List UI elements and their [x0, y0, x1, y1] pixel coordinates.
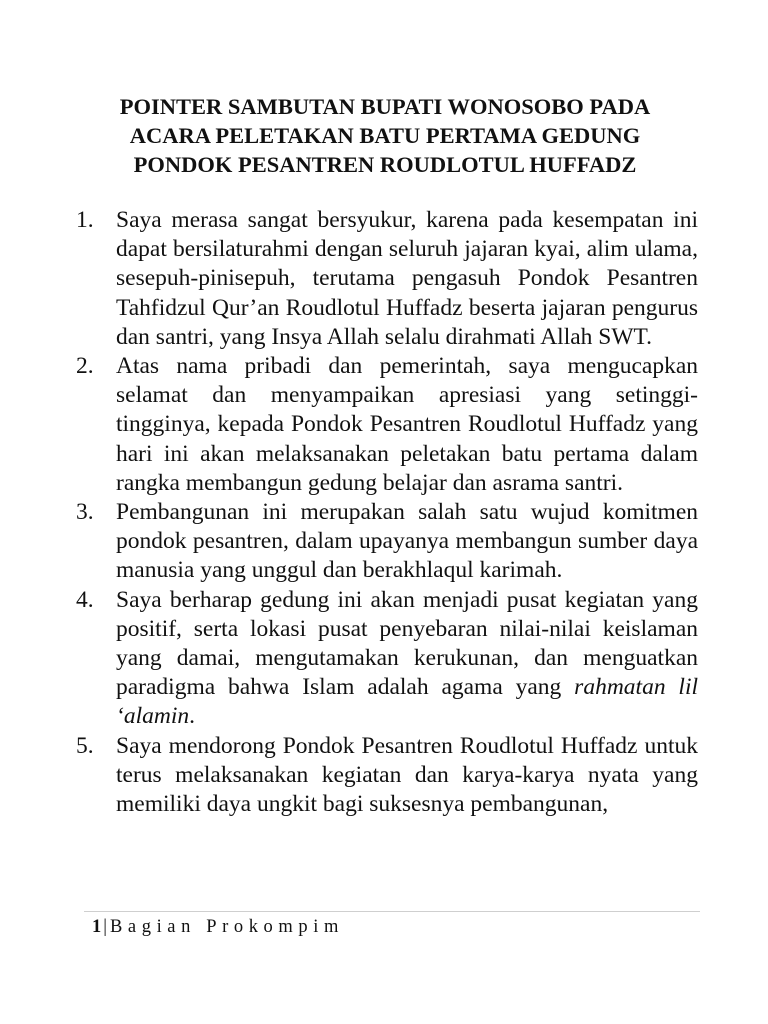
item-suffix: .	[189, 703, 195, 730]
item-number: 5.	[76, 732, 94, 759]
list-item	[76, 586, 698, 732]
item-text: Pembangunan ini merupakan salah satu wujud komitmen pondok pesantren, dalam upayanya membangun sumber daya manusia yang unggul dan berakhlaqul karimah.	[116, 499, 698, 584]
speech-points-list	[76, 206, 698, 819]
page-number: 1	[92, 917, 102, 937]
list-item	[76, 498, 698, 586]
item-text: Saya mendorong Pondok Pesantren Roudlotul Huffadz untuk terus melaksanakan kegiatan dan karya-karya nyata yang memiliki daya ungkit bagi suksesnya pembangunan,	[116, 732, 698, 818]
document-title	[60, 92, 710, 179]
item-text: Atas nama pribadi dan pemerintah, saya mengucapkan selamat dan menyampaikan apresiasi yang setinggi-tingginya, kepada Pondok Pesantren Roudlotul Huffadz yang hari ini akan melaksanakan peletakan batu pertama dalam rangka membangun gedung belajar dan asrama santri.	[116, 353, 698, 496]
item-italic-phrase: rahmatan lil ‘alamin	[116, 674, 699, 730]
item-text: Saya berharap gedung ini akan menjadi pusat kegiatan yang positif, serta lokasi pusat penyebaran nilai-nilai keislaman yang damai, mengutamakan kerukunan, dan menguatkan paradigma bahwa Islam adalah agama yang	[116, 586, 698, 701]
item-number: 1.	[76, 207, 94, 233]
title-line-1: POINTER SAMBUTAN BUPATI WONOSOBO PADA	[119, 94, 651, 119]
item-number: 2.	[76, 353, 94, 380]
list-item	[76, 352, 698, 498]
footer-divider	[84, 911, 700, 912]
title-line-2: ACARA PELETAKAN BATU PERTAMA GEDUNG	[129, 123, 641, 148]
footer-department: Bagian Prokompim	[109, 917, 344, 937]
page-footer	[92, 917, 344, 938]
item-number: 4.	[76, 586, 94, 613]
footer-separator: |	[103, 917, 107, 937]
title-line-3: PONDOK PESANTREN ROUDLOTUL HUFFADZ	[133, 152, 637, 177]
list-item	[76, 732, 698, 820]
item-text: Saya merasa sangat bersyukur, karena pada kesempatan ini dapat bersilaturahmi dengan seluruh jajaran kyai, alim ulama, sesepuh-pinisepuh, terutama pengasuh Pondok Pesantren Tahfidzul Qur’an Roudlotul Huffadz beserta jajaran pengurus dan santri, yang Insya Allah selalu dirahmati Allah SWT.	[116, 207, 698, 350]
item-number: 3.	[76, 499, 94, 526]
list-item	[76, 206, 698, 352]
